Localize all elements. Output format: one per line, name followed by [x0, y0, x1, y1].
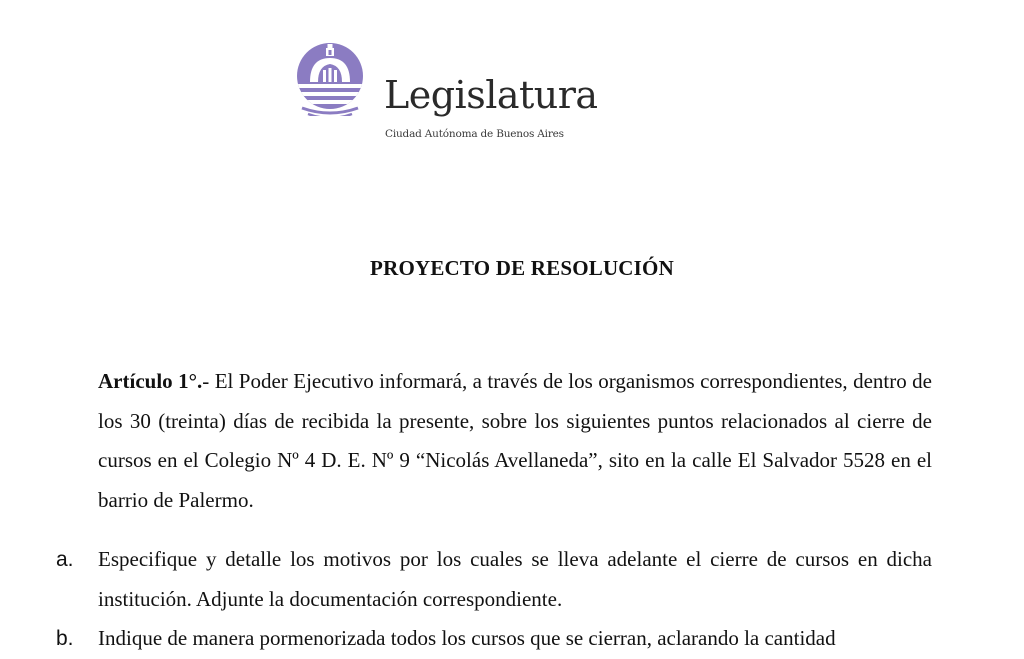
document-title: PROYECTO DE RESOLUCIÓN — [370, 256, 674, 280]
legislature-dome-icon — [296, 36, 364, 116]
legislatura-logo — [296, 36, 598, 140]
article-label: Artículo 1°. — [98, 369, 203, 393]
article-paragraph — [98, 362, 932, 520]
article-text: - El Poder Ejecutivo informará, a través de los organismos correspondientes, dentro de los 30 (treinta) días de recibida la presente, sobre los siguientes puntos relacionados al cierre de cursos en el Colegio Nº 4 D. E. Nº 9 “Nicolás Avellaneda”, sito en la calle El Salvador 5528 en el barrio de Palermo. — [98, 369, 933, 512]
list-item-text: Indique de manera pormenorizada todos los cursos que se cierran, aclarando la cantidad — [98, 626, 836, 650]
list-item-marker: a. — [56, 548, 74, 571]
list-item — [56, 619, 932, 659]
logo-subtitle: Ciudad Autónoma de Buenos Aires — [385, 128, 564, 140]
logo-title: Legislatura — [384, 73, 598, 117]
list-item-text: Especifique y detalle los motivos por los cuales se lleva adelante el cierre de cursos en dicha institución. Adjunte la documentación correspondiente. — [98, 547, 932, 611]
list-item — [56, 540, 932, 619]
list-item-marker: b. — [56, 627, 74, 650]
